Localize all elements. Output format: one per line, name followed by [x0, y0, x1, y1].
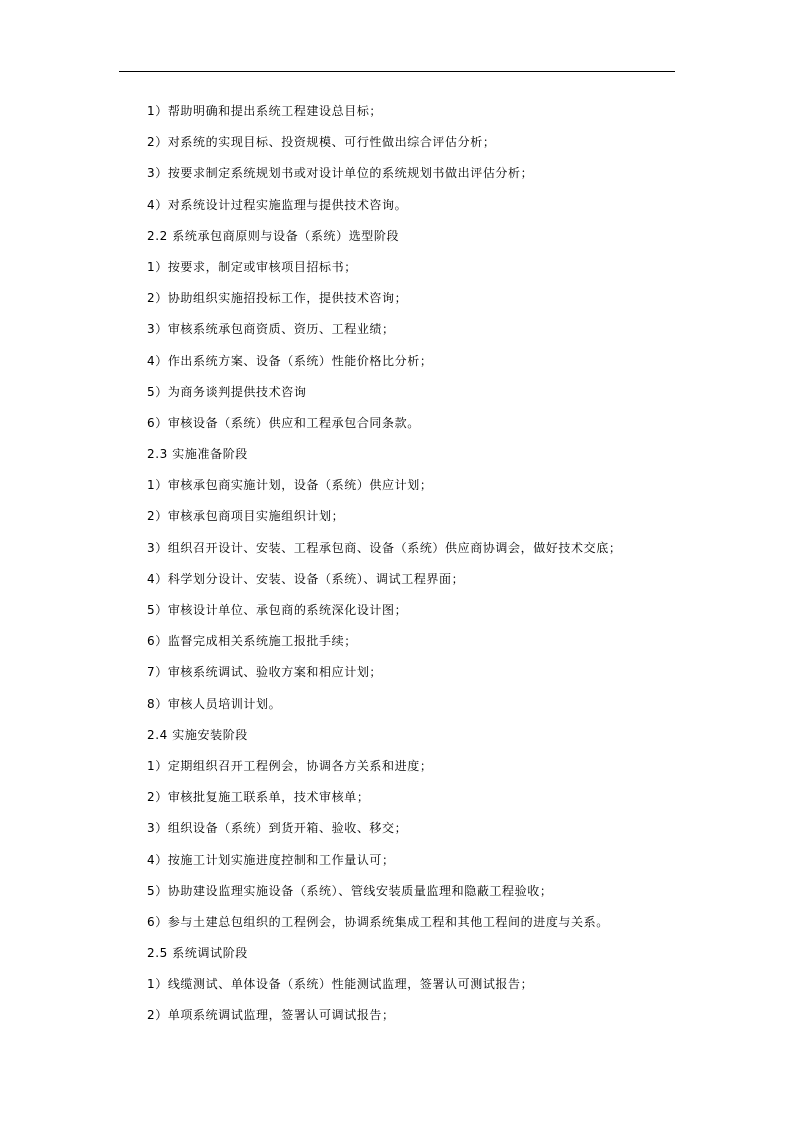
list-item: 8）审核人员培训计划。: [147, 696, 282, 711]
header-rule: [119, 71, 675, 72]
list-item: 5）协助建设监理实施设备（系统）、管线安装质量监理和隐蔽工程验收；: [147, 883, 553, 898]
section-heading: 2.3 实施准备阶段: [147, 447, 248, 462]
list-item: 3）组织召开设计、安装、工程承包商、设备（系统）供应商协调会，做好技术交底；: [147, 540, 622, 555]
list-item: 4）对系统设计过程实施监理与提供技术咨询。: [147, 197, 408, 212]
list-item: 1）帮助明确和提出系统工程建设总目标；: [147, 104, 383, 118]
list-item: 3）审核系统承包商资质、资历、工程业绩；: [147, 322, 395, 337]
list-item: 2）单项系统调试监理，签署认可调试报告；: [147, 1008, 395, 1023]
list-item: 4）按施工计划实施进度控制和工作量认可；: [147, 852, 395, 867]
list-item: 7）审核系统调试、验收方案和相应计划；: [147, 665, 383, 680]
section-heading: 2.4 实施安装阶段: [147, 727, 248, 742]
list-item: 2）对系统的实现目标、投资规模、可行性做出综合评估分析；: [147, 135, 496, 150]
list-item: 1）定期组织召开工程例会，协调各方关系和进度；: [147, 758, 433, 773]
list-item: 3）组织设备（系统）到货开箱、验收、移交；: [147, 821, 408, 836]
document-body: [147, 100, 707, 1036]
list-item: 1）按要求，制定或审核项目招标书；: [147, 259, 357, 274]
list-item: 3）按要求制定系统规划书或对设计单位的系统规划书做出评估分析；: [147, 166, 534, 181]
list-item: 4）作出系统方案、设备（系统）性能价格比分析；: [147, 353, 433, 368]
list-item: 2）审核批复施工联系单，技术审核单；: [147, 790, 370, 805]
list-item: 6）参与土建总包组织的工程例会，协调系统集成工程和其他工程间的进度与关系。: [147, 914, 609, 929]
section-heading: 2.5 系统调试阶段: [147, 946, 248, 961]
list-item: 6）监督完成相关系统施工报批手续；: [147, 634, 357, 649]
list-item: 1）审核承包商实施计划，设备（系统）供应计划；: [147, 478, 433, 493]
list-item: 2）协助组织实施招投标工作，提供技术咨询；: [147, 291, 408, 306]
section-heading: 2.2 系统承包商原则与设备（系统）选型阶段: [147, 228, 400, 243]
list-item: 2）审核承包商项目实施组织计划；: [147, 509, 345, 524]
list-item: 1）线缆测试、单体设备（系统）性能测试监理，签署认可测试报告；: [147, 977, 534, 992]
list-item: 5）审核设计单位、承包商的系统深化设计图；: [147, 603, 408, 617]
list-item: 4）科学划分设计、安装、设备（系统）、调试工程界面；: [147, 571, 465, 586]
list-item: 5）为商务谈判提供技术咨询: [147, 384, 307, 399]
list-item: 6）审核设备（系统）供应和工程承包合同条款。: [147, 415, 420, 430]
